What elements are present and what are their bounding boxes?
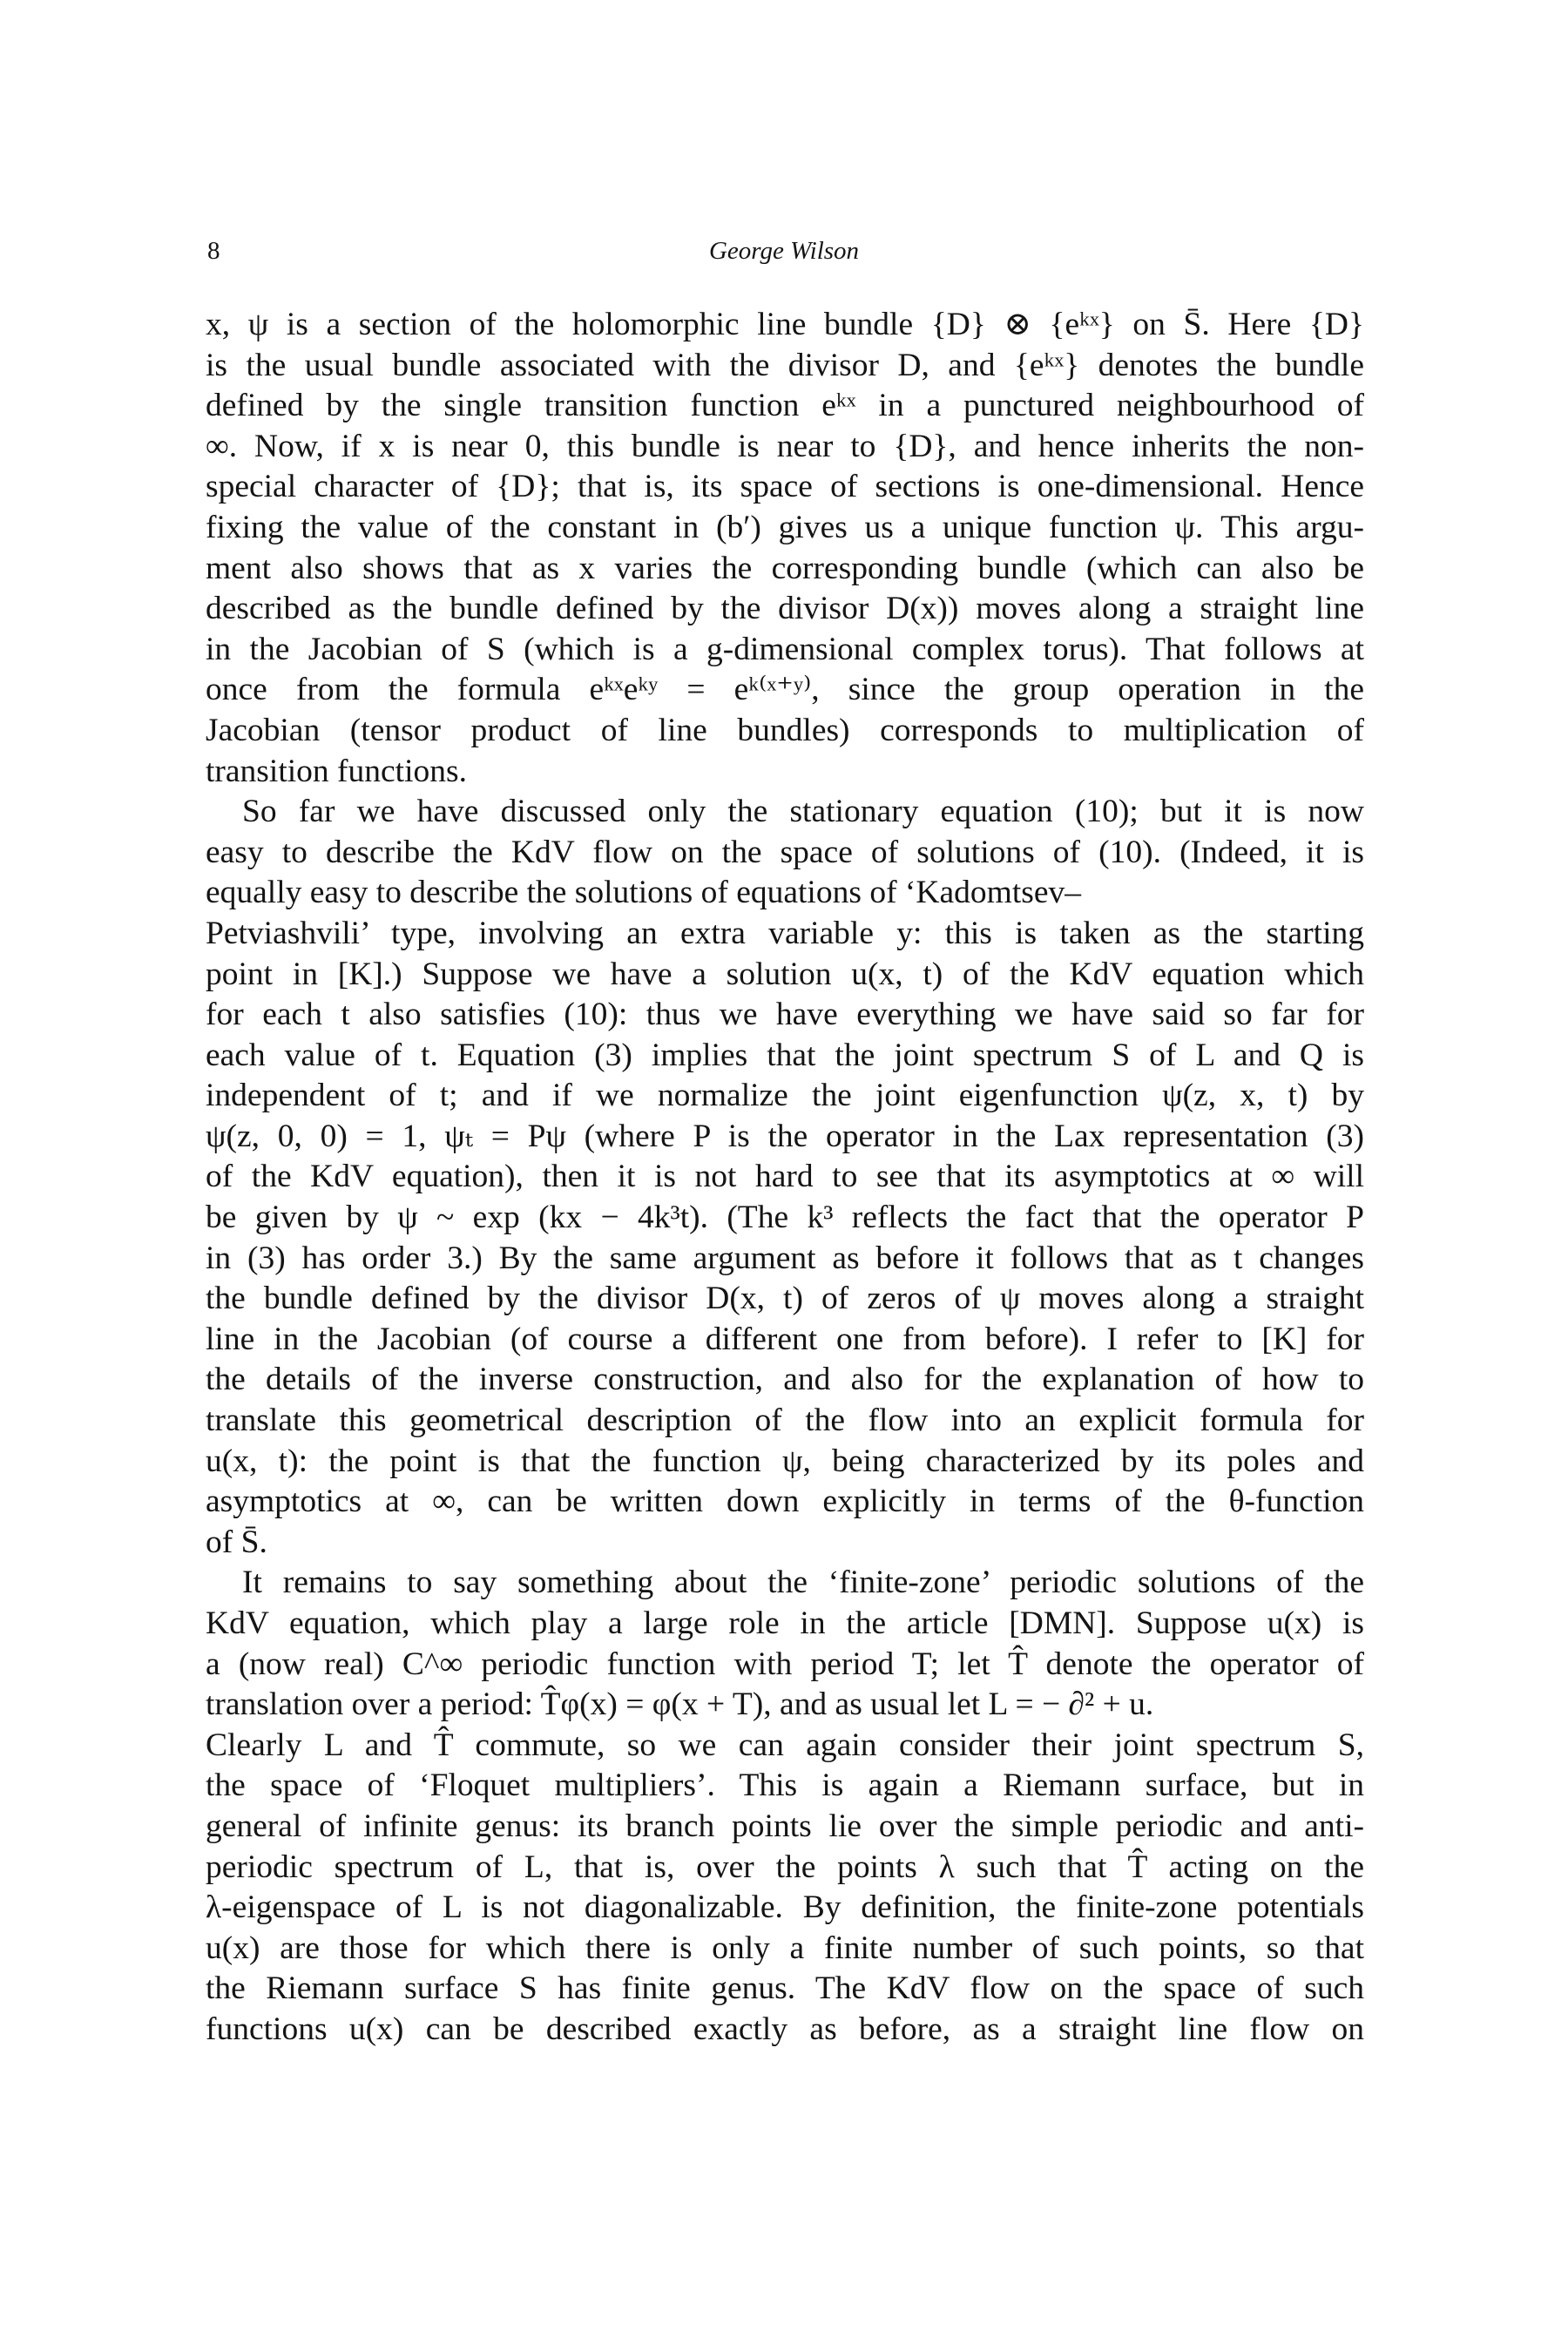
text-line: ∞. Now, if x is near 0, this bundle is near to {D}, and hence inherits the non- (206, 428, 1364, 464)
paragraph-1 (206, 305, 1364, 792)
text-line: general of infinite genus: its branch points lie over the simple periodic and anti- (206, 1808, 1364, 1844)
text-line: u(x) are those for which there is only a finite number of such points, so that (206, 1930, 1364, 1966)
running-head: George Wilson (708, 237, 860, 265)
text-line: equally easy to describe the solutions of equations of ‘Kadomtsev– (206, 875, 1081, 911)
text-line: It remains to say something about the ‘finite-zone’ periodic solutions of the (242, 1565, 1364, 1601)
text-line: translation over a period: T̂φ(x) = φ(x + T), and as usual let L = − ∂² + u. (206, 1686, 1154, 1723)
text-line: line in the Jacobian (of course a different one from before). I refer to [K] for (206, 1321, 1364, 1357)
text-line: Jacobian (tensor product of line bundles) corresponds to multiplication of (206, 712, 1364, 748)
text-line: for each t also satisfies (10): thus we have everything we have said so far for (206, 997, 1364, 1033)
body-text (206, 305, 1364, 2051)
text-line: Clearly L and T̂ commute, so we can again consider their joint spectrum S, (206, 1727, 1364, 1763)
text-line: each value of t. Equation (3) implies that the joint spectrum S of L and Q is (206, 1037, 1364, 1073)
text-line: x, ψ is a section of the holomorphic line bundle {D} ⊗ {eᵏˣ} on S̄. Here {D} (206, 307, 1364, 342)
text-line: of the KdV equation), then it is not hard to see that its asymptotics at ∞ will (206, 1159, 1364, 1195)
text-line: the bundle defined by the divisor D(x, t) of zeros of ψ moves along a straight (206, 1281, 1364, 1317)
text-line: So far we have discussed only the stationary equation (10); but it is now (242, 794, 1364, 830)
text-line: ment also shows that as x varies the corresponding bundle (which can also be (206, 550, 1364, 586)
paragraph-2 (206, 792, 1364, 1563)
text-line: u(x, t): the point is that the function ψ, being characterized by its poles and (206, 1443, 1364, 1479)
text-line: defined by the single transition function eᵏˣ in a punctured neighbourhood of (206, 388, 1364, 424)
text-line: KdV equation, which play a large role in the article [DMN]. Suppose u(x) is (206, 1605, 1364, 1641)
text-line: the space of ‘Floquet multipliers’. This is again a Riemann surface, but in (206, 1767, 1364, 1804)
text-line: λ-eigenspace of L is not diagonalizable. By definition, the finite-zone potentials (206, 1889, 1364, 1926)
text-line: the details of the inverse construction, and also for the explanation of how to (206, 1362, 1364, 1398)
text-line: functions u(x) can be described exactly as before, as a straight line flow on (206, 2011, 1364, 2047)
text-line: in the Jacobian of S (which is a g-dimensional complex torus). That follows at (206, 631, 1364, 667)
text-line: point in [K].) Suppose we have a solution u(x, t) of the KdV equation which (206, 956, 1364, 992)
text-line: is the usual bundle associated with the divisor D, and {eᵏˣ} denotes the bundle (206, 347, 1364, 383)
text-line: translate this geometrical description of the flow into an explicit formula for (206, 1402, 1364, 1439)
paragraph-3 (206, 1563, 1364, 2050)
text-line: be given by ψ ~ exp (kx − 4k³t). (The k³ reflects the fact that the operator P (206, 1200, 1364, 1236)
text-line: described as the bundle defined by the divisor D(x)) moves along a straight line (206, 591, 1364, 627)
text-line: asymptotics at ∞, can be written down explicitly in terms of the θ-function (206, 1484, 1364, 1520)
page-number: 8 (207, 237, 220, 265)
text-line: fixing the value of the constant in (b′) gives us a unique function ψ. This argu- (206, 509, 1364, 545)
text-line: the Riemann surface S has finite genus. The KdV flow on the space of such (206, 1970, 1364, 2007)
text-line: a (now real) C^∞ periodic function with period T; let T̂ denote the operator of (206, 1646, 1364, 1682)
text-line: of S̄. (206, 1524, 267, 1560)
text-line: special character of {D}; that is, its space of sections is one-dimensional. Hence (206, 469, 1364, 505)
text-line: ψ(z, 0, 0) = 1, ψₜ = Pψ (where P is the operator in the Lax representation (3) (206, 1118, 1364, 1154)
text-line: periodic spectrum of L, that is, over the points λ such that T̂ acting on the (206, 1848, 1364, 1885)
text-line: Petviashvili’ type, involving an extra variable y: this is taken as the starting (206, 915, 1364, 951)
text-line: in (3) has order 3.) By the same argument as before it follows that as t changes (206, 1240, 1364, 1276)
text-line: once from the formula eᵏˣeᵏʸ = eᵏ⁽ˣ⁺ʸ⁾, since the group operation in the (206, 672, 1364, 708)
text-line: independent of t; and if we normalize the joint eigenfunction ψ(z, x, t) by (206, 1078, 1364, 1114)
text-line: easy to describe the KdV flow on the space of solutions of (10). (Indeed, it is (206, 834, 1364, 870)
text-line: transition functions. (206, 753, 467, 789)
